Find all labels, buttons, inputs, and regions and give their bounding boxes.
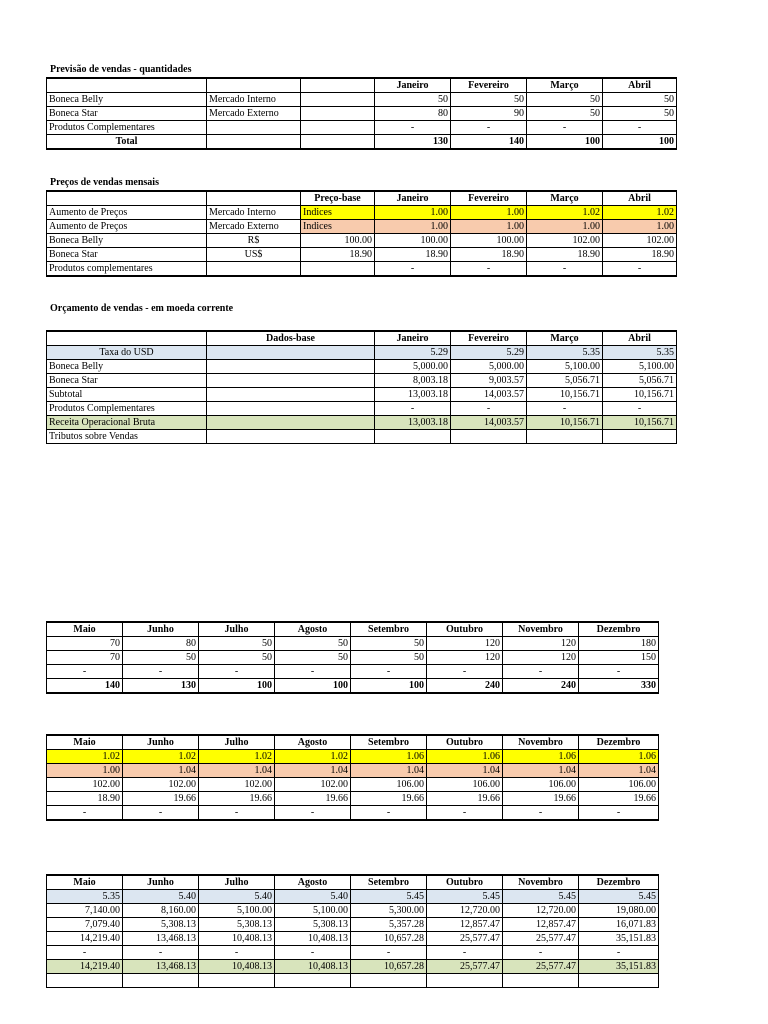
cell: - xyxy=(351,665,427,679)
cell: 50 xyxy=(275,651,351,665)
month-header: Dezembro xyxy=(579,622,659,637)
table-row xyxy=(47,262,677,277)
cell: 14,003.57 xyxy=(451,416,527,430)
table-row xyxy=(47,234,677,248)
month-header: Janeiro xyxy=(375,331,451,346)
cell: 1.00 xyxy=(451,220,527,234)
cell: 13,003.18 xyxy=(375,416,451,430)
row-label: Receita Operacional Bruta xyxy=(47,416,207,430)
cell: 5,300.00 xyxy=(351,904,427,918)
cell: 14,219.40 xyxy=(47,932,123,946)
table-row xyxy=(47,430,677,444)
cell: 102.00 xyxy=(199,778,275,792)
table-row xyxy=(47,792,659,806)
row-label: Taxa do USD xyxy=(47,346,207,360)
table-row xyxy=(47,346,677,360)
cell: 10,408.13 xyxy=(275,960,351,974)
cell: 18.90 xyxy=(301,248,375,262)
cell: 7,140.00 xyxy=(47,904,123,918)
cell: 100 xyxy=(603,135,677,150)
cell: 10,408.13 xyxy=(199,960,275,974)
cell: - xyxy=(275,806,351,821)
month-header: Fevereiro xyxy=(451,191,527,206)
cell: 1.02 xyxy=(199,750,275,764)
cell: 5.45 xyxy=(427,890,503,904)
month-header: Março xyxy=(527,191,603,206)
cell: 9,003.57 xyxy=(451,374,527,388)
cell: 25,577.47 xyxy=(503,932,579,946)
cell: 18.90 xyxy=(451,248,527,262)
month-header: Outubro xyxy=(427,875,503,890)
cell: 16,071.83 xyxy=(579,918,659,932)
cell: - xyxy=(451,121,527,135)
cell: 102.00 xyxy=(47,778,123,792)
cell: 25,577.47 xyxy=(503,960,579,974)
cell: 102.00 xyxy=(123,778,199,792)
table-row xyxy=(47,665,659,679)
cell: 1.02 xyxy=(527,206,603,220)
cell: - xyxy=(275,665,351,679)
cell: 5,357.28 xyxy=(351,918,427,932)
cell: - xyxy=(603,262,677,277)
cell: 150 xyxy=(579,651,659,665)
cell: 12,720.00 xyxy=(427,904,503,918)
cell: - xyxy=(579,665,659,679)
cell: 102.00 xyxy=(527,234,603,248)
cell: - xyxy=(603,402,677,416)
cell: 10,156.71 xyxy=(603,388,677,402)
cell: 1.06 xyxy=(579,750,659,764)
cell: 5,308.13 xyxy=(275,918,351,932)
table-row xyxy=(47,750,659,764)
table-row xyxy=(47,904,659,918)
cell: 19.66 xyxy=(579,792,659,806)
cell: - xyxy=(351,946,427,960)
budget-extension-table xyxy=(46,874,659,988)
cell: 180 xyxy=(579,637,659,651)
cell: 5.45 xyxy=(503,890,579,904)
cell: 80 xyxy=(375,107,451,121)
table-row xyxy=(47,220,677,234)
table-row xyxy=(47,932,659,946)
table-row xyxy=(47,974,659,988)
month-header: Julho xyxy=(199,735,275,750)
cell: 10,408.13 xyxy=(275,932,351,946)
row-sublabel xyxy=(207,121,301,135)
cell: 13,468.13 xyxy=(123,932,199,946)
cell: 50 xyxy=(351,637,427,651)
cell: 5,100.00 xyxy=(199,904,275,918)
table-row xyxy=(47,637,659,651)
cell: 70 xyxy=(47,637,123,651)
cell: - xyxy=(527,121,603,135)
row-sublabel: Mercado Interno xyxy=(207,206,301,220)
month-header: Julho xyxy=(199,622,275,637)
cell: 1.02 xyxy=(123,750,199,764)
cell: 50 xyxy=(275,637,351,651)
sales-forecast-quantities-table xyxy=(46,77,677,150)
cell: 1.00 xyxy=(527,220,603,234)
cell: 100 xyxy=(351,679,427,694)
month-header: Maio xyxy=(47,622,123,637)
row-sublabel: Mercado Externo xyxy=(207,107,301,121)
cell: 1.04 xyxy=(579,764,659,778)
cell: 5,308.13 xyxy=(123,918,199,932)
total-row xyxy=(47,135,677,150)
cell: - xyxy=(427,946,503,960)
table-row xyxy=(47,778,659,792)
cell: 50 xyxy=(199,651,275,665)
cell: 5.40 xyxy=(275,890,351,904)
cell: 8,003.18 xyxy=(375,374,451,388)
cell: 5.35 xyxy=(603,346,677,360)
month-header: Dezembro xyxy=(579,735,659,750)
cell: 25,577.47 xyxy=(427,960,503,974)
cell: 240 xyxy=(427,679,503,694)
cell: - xyxy=(123,806,199,821)
row-label: Boneca Belly xyxy=(47,93,207,107)
cell: - xyxy=(47,946,123,960)
cell: 50 xyxy=(451,93,527,107)
month-header: Junho xyxy=(123,735,199,750)
cell: 25,577.47 xyxy=(427,932,503,946)
month-header: Janeiro xyxy=(375,191,451,206)
cell: - xyxy=(427,806,503,821)
month-header: Dezembro xyxy=(579,875,659,890)
row-sublabel: R$ xyxy=(207,234,301,248)
cell: 1.06 xyxy=(503,750,579,764)
cell: 10,657.28 xyxy=(351,932,427,946)
cell: - xyxy=(199,806,275,821)
cell: 140 xyxy=(47,679,123,694)
cell: 130 xyxy=(123,679,199,694)
table-row xyxy=(47,806,659,821)
cell: 35,151.83 xyxy=(579,960,659,974)
table-row xyxy=(47,121,677,135)
cell: - xyxy=(199,946,275,960)
cell: 14,003.57 xyxy=(451,388,527,402)
month-header: Julho xyxy=(199,875,275,890)
cell: Indices xyxy=(301,220,375,234)
row-label: Boneca Star xyxy=(47,248,207,262)
table-row xyxy=(47,918,659,932)
month-header: Setembro xyxy=(351,622,427,637)
month-header: Maio xyxy=(47,735,123,750)
table-row xyxy=(47,960,659,974)
sales-budget-table xyxy=(46,330,677,444)
cell: 120 xyxy=(503,637,579,651)
cell: 1.04 xyxy=(503,764,579,778)
cell: - xyxy=(47,806,123,821)
cell: 1.04 xyxy=(427,764,503,778)
cell: - xyxy=(375,402,451,416)
cell: 120 xyxy=(503,651,579,665)
cell: 1.00 xyxy=(603,220,677,234)
table-row xyxy=(47,388,677,402)
cell: 100 xyxy=(527,135,603,150)
cell: 18.90 xyxy=(603,248,677,262)
cell: - xyxy=(375,121,451,135)
base-data-header: Dados-base xyxy=(207,331,375,346)
cell: 12,857.47 xyxy=(503,918,579,932)
cell: 19.66 xyxy=(275,792,351,806)
table-row xyxy=(47,206,677,220)
table-row xyxy=(47,248,677,262)
cell: 13,003.18 xyxy=(375,388,451,402)
row-sublabel: US$ xyxy=(207,248,301,262)
cell: 120 xyxy=(427,637,503,651)
cell: 19.66 xyxy=(351,792,427,806)
cell: - xyxy=(503,806,579,821)
total-row xyxy=(47,679,659,694)
monthly-prices-table xyxy=(46,190,677,277)
cell: - xyxy=(503,665,579,679)
month-header: Agosto xyxy=(275,875,351,890)
month-header: Outubro xyxy=(427,622,503,637)
cell: 5,000.00 xyxy=(375,360,451,374)
month-header: Novembro xyxy=(503,735,579,750)
cell: 12,720.00 xyxy=(503,904,579,918)
cell: 1.00 xyxy=(375,220,451,234)
cell: 50 xyxy=(527,107,603,121)
table-row xyxy=(47,890,659,904)
month-header: Janeiro xyxy=(375,78,451,93)
cell: 5.45 xyxy=(579,890,659,904)
cell: 1.04 xyxy=(123,764,199,778)
cell: 5.35 xyxy=(47,890,123,904)
cell: 106.00 xyxy=(351,778,427,792)
row-label: Aumento de Preços xyxy=(47,220,207,234)
cell: 50 xyxy=(123,651,199,665)
cell: 100 xyxy=(199,679,275,694)
cell: - xyxy=(427,665,503,679)
cell: - xyxy=(451,402,527,416)
cell: 5.45 xyxy=(351,890,427,904)
month-header: Novembro xyxy=(503,622,579,637)
cell: - xyxy=(451,262,527,277)
month-header: Junho xyxy=(123,875,199,890)
cell: 102.00 xyxy=(603,234,677,248)
table-row xyxy=(47,374,677,388)
cell: 10,156.71 xyxy=(527,416,603,430)
prices-extension-table xyxy=(46,734,659,821)
month-header: Setembro xyxy=(351,875,427,890)
cell: - xyxy=(603,121,677,135)
row-label: Produtos complementares xyxy=(47,262,207,277)
table-row xyxy=(47,93,677,107)
cell: - xyxy=(351,806,427,821)
cell: 5,100.00 xyxy=(603,360,677,374)
cell: 5,100.00 xyxy=(275,904,351,918)
cell: 50 xyxy=(527,93,603,107)
table-row xyxy=(47,360,677,374)
cell: 50 xyxy=(603,93,677,107)
cell: 5,056.71 xyxy=(527,374,603,388)
cell: 14,219.40 xyxy=(47,960,123,974)
cell: 5.40 xyxy=(123,890,199,904)
cell: 1.00 xyxy=(451,206,527,220)
cell: 1.04 xyxy=(351,764,427,778)
cell: - xyxy=(47,665,123,679)
cell: 10,408.13 xyxy=(199,932,275,946)
cell: 50 xyxy=(199,637,275,651)
row-label: Boneca Star xyxy=(47,374,207,388)
month-header: Junho xyxy=(123,622,199,637)
month-header: Outubro xyxy=(427,735,503,750)
sales-forecast-quantities-title: Previsão de vendas - quantidades xyxy=(50,64,192,75)
cell: 8,160.00 xyxy=(123,904,199,918)
cell: 18.90 xyxy=(527,248,603,262)
cell: 5,100.00 xyxy=(527,360,603,374)
cell: 1.02 xyxy=(275,750,351,764)
cell: 106.00 xyxy=(503,778,579,792)
cell: 1.04 xyxy=(199,764,275,778)
cell: 10,156.71 xyxy=(527,388,603,402)
cell: 106.00 xyxy=(427,778,503,792)
cell: 90 xyxy=(451,107,527,121)
cell: 1.06 xyxy=(427,750,503,764)
month-header: Abril xyxy=(603,78,677,93)
cell: - xyxy=(503,946,579,960)
cell: - xyxy=(123,665,199,679)
cell: 13,468.13 xyxy=(123,960,199,974)
month-header: Setembro xyxy=(351,735,427,750)
cell: 5.29 xyxy=(375,346,451,360)
cell: 18.90 xyxy=(375,248,451,262)
cell: - xyxy=(527,402,603,416)
cell: 1.06 xyxy=(351,750,427,764)
row-label: Produtos Complementares xyxy=(47,402,207,416)
cell: 19.66 xyxy=(123,792,199,806)
cell: 1.00 xyxy=(375,206,451,220)
cell: - xyxy=(199,665,275,679)
cell: 5.40 xyxy=(199,890,275,904)
row-label: Boneca Star xyxy=(47,107,207,121)
row-sublabel: Mercado Interno xyxy=(207,93,301,107)
cell: 19.66 xyxy=(427,792,503,806)
cell: 5.29 xyxy=(451,346,527,360)
month-header: Abril xyxy=(603,331,677,346)
cell: 5,000.00 xyxy=(451,360,527,374)
row-label: Aumento de Preços xyxy=(47,206,207,220)
cell: - xyxy=(579,806,659,821)
row-label: Produtos Complementares xyxy=(47,121,207,135)
row-label: Boneca Belly xyxy=(47,234,207,248)
total-label: Total xyxy=(47,135,207,150)
quantities-extension-table xyxy=(46,621,659,694)
cell: 18.90 xyxy=(47,792,123,806)
monthly-prices-title: Preços de vendas mensais xyxy=(50,177,159,188)
table-row xyxy=(47,946,659,960)
cell: 19,080.00 xyxy=(579,904,659,918)
month-header: Março xyxy=(527,78,603,93)
cell: 130 xyxy=(375,135,451,150)
cell: 10,657.28 xyxy=(351,960,427,974)
cell: 5,308.13 xyxy=(199,918,275,932)
table-row xyxy=(47,416,677,430)
cell: 80 xyxy=(123,637,199,651)
cell: 50 xyxy=(351,651,427,665)
cell: 1.04 xyxy=(275,764,351,778)
cell: 70 xyxy=(47,651,123,665)
cell: 1.00 xyxy=(47,764,123,778)
row-label: Tributos sobre Vendas xyxy=(47,430,207,444)
table-row xyxy=(47,764,659,778)
table-row xyxy=(47,651,659,665)
table-row xyxy=(47,107,677,121)
cell: 100.00 xyxy=(375,234,451,248)
cell: 12,857.47 xyxy=(427,918,503,932)
cell: Indices xyxy=(301,206,375,220)
cell: 19.66 xyxy=(503,792,579,806)
month-header: Fevereiro xyxy=(451,331,527,346)
row-label: Boneca Belly xyxy=(47,360,207,374)
cell: 330 xyxy=(579,679,659,694)
cell: - xyxy=(527,262,603,277)
cell: 140 xyxy=(451,135,527,150)
month-header: Agosto xyxy=(275,622,351,637)
cell: - xyxy=(123,946,199,960)
month-header: Abril xyxy=(603,191,677,206)
cell: 35,151.83 xyxy=(579,932,659,946)
row-sublabel: Mercado Externo xyxy=(207,220,301,234)
cell: 100.00 xyxy=(451,234,527,248)
month-header: Março xyxy=(527,331,603,346)
cell: 50 xyxy=(603,107,677,121)
cell: 1.02 xyxy=(47,750,123,764)
cell: 19.66 xyxy=(199,792,275,806)
base-price-header: Preço-base xyxy=(301,191,375,206)
cell: 1.02 xyxy=(603,206,677,220)
month-header: Maio xyxy=(47,875,123,890)
cell: 240 xyxy=(503,679,579,694)
cell: - xyxy=(275,946,351,960)
cell: 50 xyxy=(375,93,451,107)
cell: 10,156.71 xyxy=(603,416,677,430)
sales-budget-title: Orçamento de vendas - em moeda corrente xyxy=(50,303,234,314)
cell: 5.35 xyxy=(527,346,603,360)
cell: - xyxy=(579,946,659,960)
cell: - xyxy=(375,262,451,277)
month-header: Fevereiro xyxy=(451,78,527,93)
cell: 100.00 xyxy=(301,234,375,248)
row-label: Subtotal xyxy=(47,388,207,402)
month-header: Agosto xyxy=(275,735,351,750)
cell: 120 xyxy=(427,651,503,665)
cell: 5,056.71 xyxy=(603,374,677,388)
month-header: Novembro xyxy=(503,875,579,890)
cell: 106.00 xyxy=(579,778,659,792)
cell: 100 xyxy=(275,679,351,694)
table-row xyxy=(47,402,677,416)
cell: 102.00 xyxy=(275,778,351,792)
cell: 7,079.40 xyxy=(47,918,123,932)
